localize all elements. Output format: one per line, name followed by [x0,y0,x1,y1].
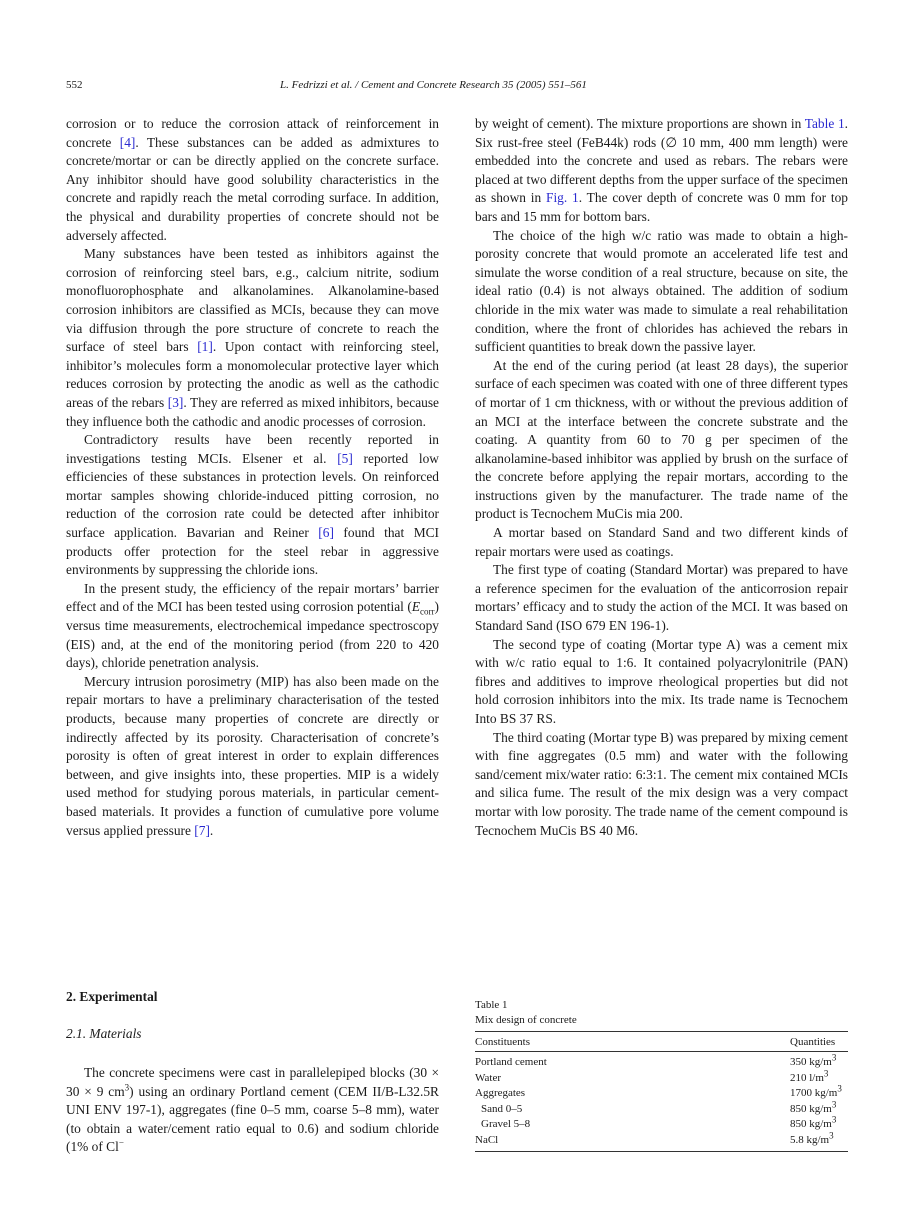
text: corrosion or to reduce the corrosion attack of reinforcement in concrete [66,116,439,150]
page-number: 552 [66,79,83,91]
table-1 [475,998,848,1152]
table-cell: Gravel 5–8 [481,1118,531,1130]
column-header: Constituents [475,1032,790,1052]
paragraph [66,115,439,245]
value: 850 kg/m [790,1118,832,1130]
table-cell: Sand 0–5 [481,1102,523,1115]
paragraph [66,580,439,673]
paragraph [66,673,439,840]
value: 210 l/m [790,1071,824,1084]
table-cell [790,1098,848,1118]
citation-link[interactable]: [4] [119,134,136,150]
table-link[interactable]: Table 1 [804,116,845,131]
table-row [475,1052,848,1071]
column-header: Quantities [790,1032,848,1052]
citation-link[interactable]: [6] [318,525,334,541]
text: . The cover depth of concrete was 0 mm for top bars and 15 mm for bottom bars. [475,190,848,224]
table-row [475,1071,848,1087]
paragraph [66,245,439,431]
table-row [475,1117,848,1133]
value: 1700 kg/m [790,1087,838,1099]
text: Mercury intrusion porosimetry (MIP) has also been made on the repair mortars to have a preliminary characterisation of the tested products, because many properties of concrete are directly or indirectly affected by its porosity. Characterisation of concrete’s porosity is often of great interest in order to explain differences between, and give insights into, these properties. MIP is a widely used method for studying porous materials, in particular cement-based materials. It provides a function of cumulative pore volume versus applied pressure [66,673,439,838]
value: 350 kg/m [790,1056,832,1068]
table-cell: NaCl [475,1133,790,1152]
table-cell [790,1129,848,1152]
text: ) versus time measurements, electrochemical impedance spectroscopy (EIS) and, at the end of the monitoring period (from 220 to 420 days), chloride penetration analysis. [66,599,439,671]
superscript: − [118,1137,124,1148]
paragraph: The first type of coating (Standard Mortar) was prepared to have a reference specimen for the evaluation of the anticorrosion repair mortars’ efficacy and to study the action of the MCI. It was based on Standard Sand (ISO 679 EN 196-1). [475,562,848,634]
section-heading: 2. Experimental [66,989,158,1004]
table-cell: Aggregates [475,1087,526,1099]
table-label: Table 1 [475,999,508,1011]
mix-design-table [475,1031,848,1152]
journal-reference: L. Fedrizzi et al. / Cement and Concrete Research 35 (2005) 551–561 [280,79,587,91]
table-header-row [475,1032,848,1052]
text: . They are referred as mixed inhibitors, because they influence both the cathodic and anodic processes of corrosion. [66,394,439,429]
table-row [475,1133,848,1152]
text: In the present study, the efficiency of the repair mortars’ barrier effect and of the MCI has been tested using corrosion potential ( [66,580,439,615]
text: . These substances can be added as admixtures to concrete/mortar or can be directly applied on the concrete surface. Any inhibitor should have good solubility characteristics in the concrete and rapidly reach the metal corroding surface. In addition, the physical and durability properties of concrete should not be adversely affected. [66,134,439,243]
text: The concrete specimens were cast in parallelepiped blocks (30 × 30 × 9 cm [66,1065,439,1099]
paragraph: The second type of coating (Mortar type A) was a cement mix with w/c ratio equal to 1:6. It contained polyacrylonitrile (PAN) fibres and additives to improve rheological properties but did not hold corrosion inhibitors into the mix. Its trade name is Tecnochem Into BS 37 RS. [475,636,848,726]
right-column [475,115,848,840]
table-cell: Portland cement [475,1056,547,1068]
text: reported low efficiencies of these substances in protection levels. On reinforced mortar samples showing chloride-induced pitting corrosion, no reduction of the corrosion rate could be detected after inhibitor surface application. Bavarian and Reiner [66,450,439,541]
table-row [475,1102,848,1118]
figure-link[interactable]: Fig. 1 [546,190,579,206]
paragraph [475,115,848,227]
paragraph: At the end of the curing period (at least 28 days), the superior surface of each specimen was coated with one of three different types of mortar of 1 cm thickness, with or without the previous addition of an MCI at the interface between the concrete substrate and the coating. A quantity from 60 to 70 g per specimen of the alkanolamine-based inhibitor was applied by brush on the surface of the concrete before applying the repair mortars, according to the instructions given by the manufacturer. The trade name of the product is Tecnochem MuCis mia 200. [475,357,848,522]
text: found that MCI products offer protection for the steel rebar in aggressive environments by suppressing the chloride ions. [66,525,439,578]
subsection-heading: 2.1. Materials [66,1026,142,1041]
citation-link[interactable]: [3] [167,394,184,410]
symbol: E [411,599,421,615]
running-head [66,79,848,97]
paragraph [66,431,439,580]
table-caption: Mix design of concrete [475,1014,577,1026]
text: Contradictory results have been recently reported in investigations testing MCIs. Elsener et al. [66,432,439,466]
text: Many substances have been tested as inhibitors against the corrosion of reinforcing steel bars, e.g., calcium nitrite, sodium monofluorophosphate and alkanolamines. Alkanolamine-based corrosion inhibitors are classified as MCIs, because they can move via diffusion through the pore structure of concrete to reach the surface of steel bars [66,246,439,355]
superscript: 3 [831,1114,837,1125]
superscript: 3 [837,1083,842,1094]
value: 850 kg/m [790,1102,832,1115]
table-cell: Water [475,1071,501,1084]
subscript: corr [420,607,435,618]
left-column [66,115,439,840]
paragraph: The choice of the high w/c ratio was made to obtain a high-porosity concrete that would promote an accelerated life test and simulate the worse condition of a real structure, because on site, the ideal ratio (0.4) is not always obtained. The addition of sodium chloride in the mix water was made to simulate a real rehabilitation condition, where the front of chlorides has achieved the rebars in sufficient quantities to break down the passive layer. [475,227,848,355]
superscript: 3 [823,1067,829,1078]
value: 5.8 kg/m [790,1133,830,1146]
superscript: 3 [831,1098,837,1109]
table-row [475,1086,848,1102]
text: . [209,822,214,838]
superscript: 3 [124,1082,130,1093]
citation-link[interactable]: [5] [337,450,353,466]
paragraph: A mortar based on Standard Sand and two different kinds of repair mortars were used as coatings. [475,525,848,559]
table-cell [790,1114,848,1133]
table-cell [790,1083,848,1102]
materials-text [66,1064,439,1157]
superscript: 3 [831,1052,837,1063]
citation-link[interactable]: [1] [197,339,213,355]
text: by weight of cement). The mixture proportions are shown in [475,116,805,131]
text: ) using an ordinary Portland cement (CEM II/B-L32.5R UNI ENV 197-1), aggregates (fine 0–5 mm, coarse 5–8 mm), water (to obtain a water/cement ratio equal to 0.6) and sodium chloride (1% of Cl [66,1083,439,1155]
superscript: 3 [829,1129,834,1140]
paragraph [66,1064,439,1157]
text: . Six rust-free steel (FeB44k) rods (∅ 10 mm, 400 mm length) were embedded into the concrete and used as rebars. The rebars were placed at two different depths from the upper surface of the specimen as shown in [475,116,848,206]
text: . Upon contact with reinforcing steel, inhibitor’s molecules form a monomolecular protective layer which reduces corrosion by protecting the anodic as well as the cathodic areas of the rebars [66,339,439,410]
table-cell [790,1052,848,1071]
paragraph: The third coating (Mortar type B) was prepared by mixing cement with fine aggregates (0.5 mm) and water with the following sand/cement mix/water ratio: 6:3:1. The cement mix contained MCIs and silica fume. The result of the mix design was a very compact mortar with low porosity. The trade name of the cement compound is Tecnochem MuCis BS 40 M6. [475,729,848,838]
citation-link[interactable]: [7] [194,822,210,838]
